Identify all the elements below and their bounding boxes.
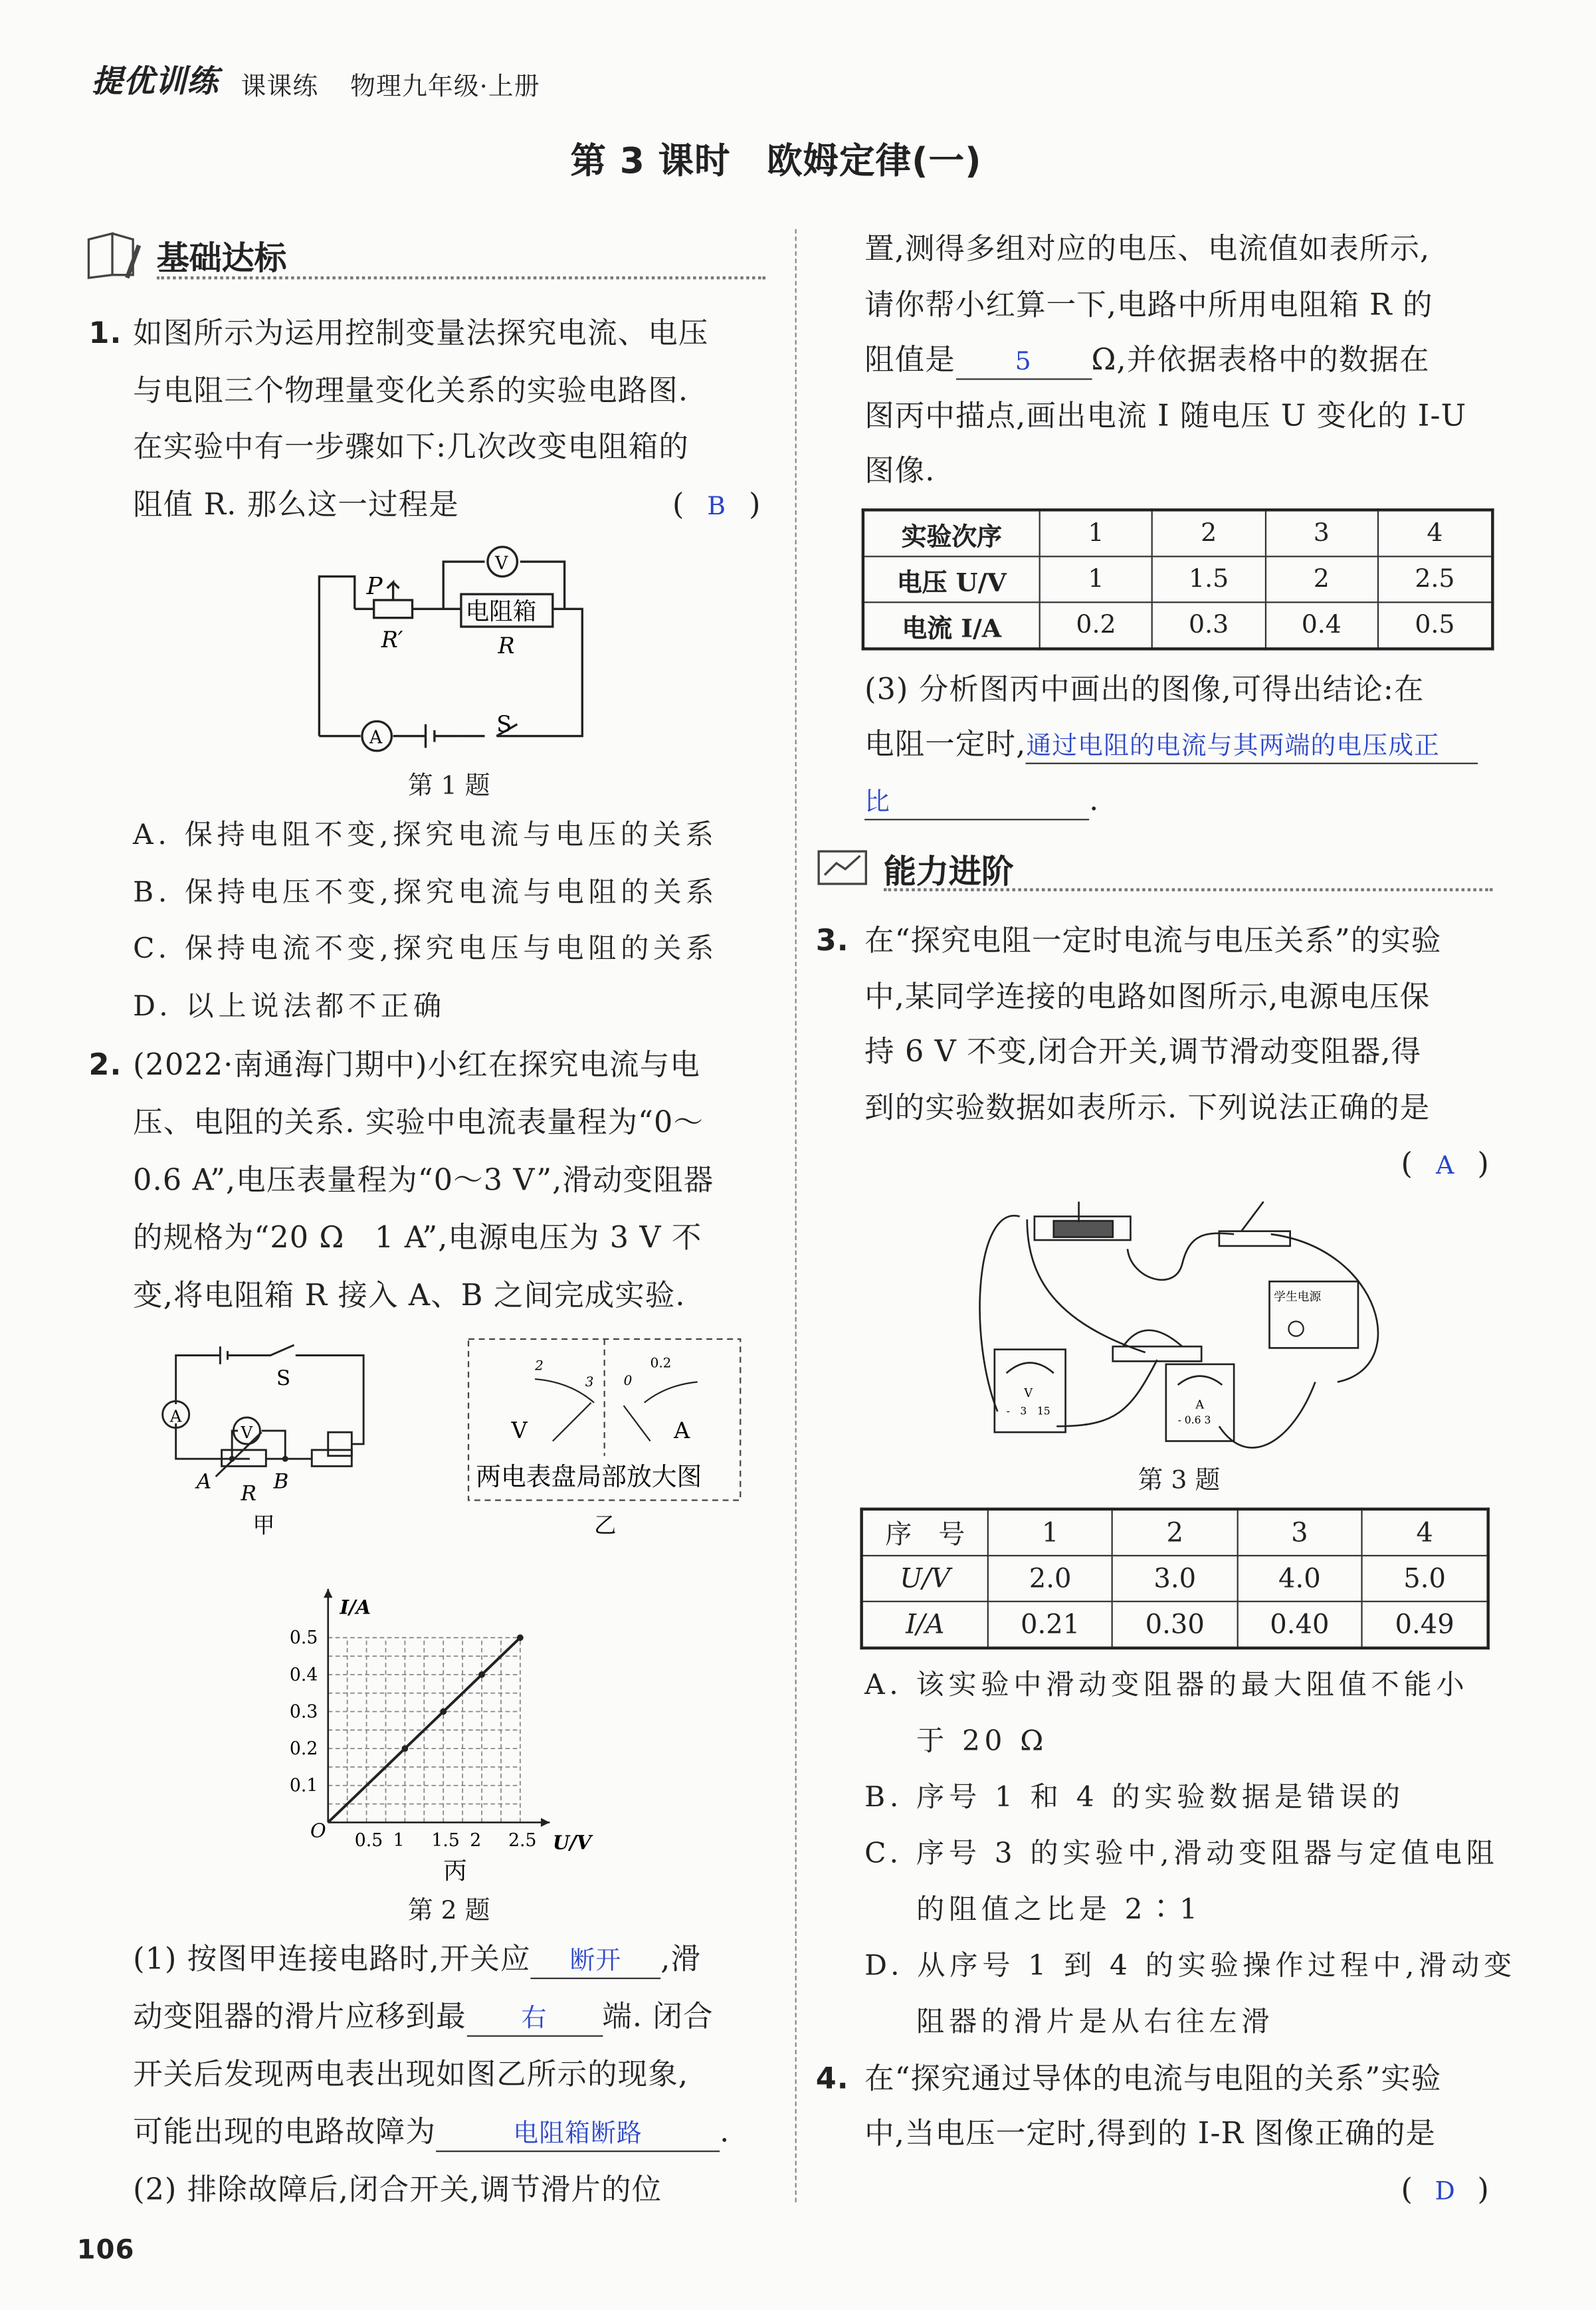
x-tick-label: 2 (470, 1830, 482, 1851)
q2-p1-line: 可能出现的电路故障为 电阻箱断路 . (133, 2112, 730, 2152)
data-point (478, 1671, 485, 1678)
section-advanced: 能力进阶 (884, 854, 1014, 892)
q3-option-d-cont[interactable]: 阻器的滑片是从右往左滑 (916, 2006, 1274, 2039)
voltmeter-terminals: - 3 15 (1006, 1405, 1050, 1418)
q2-blank-fault[interactable]: 电阻箱断路 (436, 2118, 720, 2152)
series-name: 课课练 (241, 72, 319, 102)
q2-p1-line: 开关后发现两电表出现如图乙所示的现象, (133, 2055, 689, 2092)
q2-p2-line: 请你帮小红算一下,电路中所用电阻箱 R 的 (864, 286, 1433, 322)
ammeter-icon: A (169, 1406, 182, 1426)
section-basic: 基础达标 (156, 241, 287, 278)
q2-blank-conclusion-cont[interactable]: 比 (864, 786, 1089, 820)
data-point (402, 1745, 409, 1752)
q4-answer-paren: ( D ) (1401, 2170, 1490, 2208)
table-cell: 4.0 (1237, 1556, 1362, 1602)
book-name: 物理九年级·上册 (350, 72, 540, 102)
ammeter-label: A (674, 1418, 690, 1444)
chart-board-icon (816, 845, 869, 890)
label-r-prime: R′ (381, 627, 403, 653)
table-cell: 3 (1237, 1509, 1362, 1556)
q1-answer-paren: ( B ) (672, 485, 761, 524)
table-row (862, 1509, 1488, 1556)
q1-option-d[interactable]: D. 以上说法都不正确 (133, 990, 446, 1023)
table-row (863, 556, 1492, 602)
q2-meter-zoom-yi (467, 1338, 742, 1544)
x-axis-arrow (541, 1818, 549, 1827)
voltmeter-icon: V (495, 553, 508, 574)
x-tick-label: 2.5 (508, 1830, 537, 1851)
q2-p2-line: (2) 排除故障后,闭合开关,调节滑片的位 (133, 2171, 662, 2207)
y-axis-arrow (324, 1589, 332, 1598)
table-row (863, 602, 1492, 649)
table-cell: 0.21 (988, 1602, 1113, 1648)
q2-data-table (862, 508, 1494, 651)
q1-line: 阻值 R. 那么这一过程是 (133, 486, 459, 522)
table-cell: 3 (1265, 510, 1378, 556)
q2-line: 0.6 A”,电压表量程为“0～3 V”,滑动变阻器 (133, 1162, 714, 1198)
q2-p1-line: 动变阻器的滑片应移到最 右 端. 闭合 (133, 1997, 713, 2037)
q2-p3-line: 电阻一定时,通过电阻的电流与其两端的电压成正 (864, 724, 1478, 764)
figure-yi-label: 乙 (594, 1512, 617, 1538)
y-tick-label: 0.3 (289, 1701, 318, 1723)
section-divider (884, 889, 1492, 891)
q2-blank-resistance[interactable]: 5 (955, 346, 1092, 379)
ammeter-terminals: - 0.6 3 (1177, 1414, 1211, 1426)
table-cell: 2 (1265, 556, 1378, 602)
data-point (517, 1634, 524, 1641)
q3-number: 3. (815, 922, 849, 958)
data-point (440, 1709, 447, 1715)
label-p: P (366, 573, 383, 601)
q2-iu-graph (281, 1582, 621, 1892)
table-cell: 0.40 (1237, 1602, 1362, 1648)
v-tick-2: 2 (535, 1357, 544, 1374)
meter-zoom-caption: 两电表盘局部放大图 (476, 1462, 702, 1492)
table-row (863, 510, 1492, 556)
q2-p1-line: (1) 按图甲连接电路时,开关应 断开 ,滑 (133, 1939, 701, 1979)
table-cell: 2.5 (1378, 556, 1493, 602)
q1-circuit-diagram (296, 547, 606, 761)
q3-line: 在“探究电阻一定时电流与电压关系”的实验 (864, 922, 1442, 958)
table-cell: 序 号 (862, 1509, 988, 1556)
table-cell: I/A (862, 1602, 988, 1648)
y-axis-label: I/A (340, 1596, 371, 1619)
q2-line: 压、电阻的关系. 实验中电流表量程为“0～ (133, 1104, 704, 1140)
voltmeter-label: V (511, 1418, 528, 1444)
x-tick-label: 1.5 (431, 1830, 460, 1851)
table-cell: 4 (1378, 510, 1493, 556)
q2-p3-line: 比 . (864, 780, 1099, 820)
q3-figure-caption: 第 3 题 (1138, 1466, 1221, 1496)
q1-figure-caption: 第 1 题 (407, 771, 490, 801)
y-tick-label: 0.5 (289, 1628, 318, 1649)
table-cell: 1 (1040, 510, 1153, 556)
label-r: R (498, 633, 515, 659)
ammeter-label: A (1195, 1398, 1205, 1412)
table-cell: 4 (1362, 1509, 1488, 1556)
q1-line: 与电阻三个物理量变化关系的实验电路图. (133, 372, 689, 408)
q2-line: 的规格为“20 Ω 1 A”,电源电压为 3 V 不 (133, 1219, 702, 1255)
q2-p2-line: 置,测得多组对应的电压、电流值如表所示, (864, 230, 1431, 266)
resistor-r-label: R (241, 1481, 256, 1506)
point-b-label: B (273, 1469, 289, 1494)
q3-apparatus-drawing (968, 1190, 1397, 1455)
y-tick-label: 0.2 (289, 1738, 318, 1760)
table-cell: 电流 I/A (863, 602, 1040, 649)
brand-logo: 提优训练 (91, 63, 219, 100)
table-cell: 0.5 (1378, 602, 1493, 649)
page-title: 第 3 课时 欧姆定律(一) (570, 140, 982, 182)
q1-option-b[interactable]: B. 保持电压不变,探究电流与电阻的关系 (133, 876, 719, 909)
q4-number: 4. (815, 2060, 849, 2096)
x-tick-label: 1 (393, 1830, 405, 1851)
q3-answer-paren: ( A ) (1401, 1144, 1490, 1182)
x-tick-label: 0.5 (354, 1830, 383, 1851)
table-cell: 2 (1112, 1509, 1237, 1556)
q2-p3-line: (3) 分析图丙中画出的图像,可得出结论:在 (864, 671, 1425, 707)
origin-label: O (310, 1819, 326, 1842)
v-tick-3: 3 (585, 1374, 594, 1390)
q1-line: 在实验中有一步骤如下:几次改变电阻箱的 (133, 428, 689, 465)
q1-answer: B (707, 492, 727, 522)
power-supply-label: 学生电源 (1274, 1290, 1322, 1305)
x-axis-label: U/V (552, 1831, 592, 1854)
q2-line: 变,将电阻箱 R 接入 A、B 之间完成实验. (133, 1277, 686, 1313)
q2-p2-line: 图像. (864, 452, 936, 488)
table-row (862, 1602, 1488, 1648)
switch-label: S (496, 710, 512, 737)
column-divider (795, 229, 797, 2202)
table-cell: 5.0 (1362, 1556, 1488, 1602)
label-resistance-box: 电阻箱 (465, 597, 537, 625)
y-tick-label: 0.1 (289, 1775, 318, 1796)
voltmeter-icon: V (241, 1423, 253, 1443)
q2-figure-caption: 第 2 题 (407, 1896, 490, 1927)
q4-answer: D (1435, 2177, 1456, 2207)
book-pen-icon (86, 231, 151, 281)
q2-p2-line: 阻值是 5 Ω,并依据表格中的数据在 (864, 340, 1430, 380)
table-cell: 1 (988, 1509, 1113, 1556)
q3-answer: A (1436, 1151, 1455, 1182)
table-cell: 0.3 (1152, 602, 1265, 649)
q3-option-a[interactable]: A. 该实验中滑动变阻器的最大阻值不能小 (864, 1669, 1469, 1701)
table-row (862, 1556, 1488, 1602)
q3-option-c-cont[interactable]: 的阻值之比是 2∶1 (916, 1893, 1202, 1927)
a-tick-0: 0 (623, 1372, 633, 1388)
figure-bing-label: 丙 (443, 1857, 467, 1885)
ammeter-icon: A (369, 727, 383, 748)
q3-data-table (860, 1508, 1489, 1650)
q2-blank-switch[interactable]: 断开 (531, 1945, 661, 1979)
figure-jia-label: 甲 (252, 1512, 275, 1538)
q3-line: 到的实验数据如表所示. 下列说法正确的是 (864, 1089, 1431, 1125)
q3-option-c[interactable]: C. 序号 3 的实验中,滑动变阻器与定值电阻 (864, 1837, 1499, 1870)
table-cell: 0.49 (1362, 1602, 1488, 1648)
point-a-label: A (196, 1469, 212, 1494)
a-tick-02: 0.2 (650, 1354, 672, 1371)
table-cell: 3.0 (1112, 1556, 1237, 1602)
table-cell: 实验次序 (863, 510, 1040, 556)
q4-line: 中,当电压一定时,得到的 I-R 图像正确的是 (864, 2115, 1437, 2151)
table-cell: 1 (1040, 556, 1153, 602)
q2-blank-conclusion[interactable]: 通过电阻的电流与其两端的电压成正 (1026, 730, 1478, 764)
q1-line: 如图所示为运用控制变量法探究电流、电压 (133, 314, 709, 351)
q1-option-a[interactable]: A. 保持电阻不变,探究电流与电压的关系 (133, 819, 718, 852)
q3-line: 持 6 V 不变,闭合开关,调节滑动变阻器,得 (864, 1033, 1422, 1069)
q2-blank-slider[interactable]: 右 (466, 2003, 603, 2037)
q2-circuit-jia (155, 1338, 377, 1544)
table-cell: 电压 U/V (863, 556, 1040, 602)
q3-option-a-cont[interactable]: 于 20 Ω (916, 1725, 1048, 1758)
switch-label: S (276, 1366, 291, 1390)
table-cell: U/V (862, 1556, 988, 1602)
table-cell: 0.4 (1265, 602, 1378, 649)
page-number: 106 (76, 2234, 135, 2266)
table-cell: 2 (1152, 510, 1265, 556)
table-cell: 1.5 (1152, 556, 1265, 602)
q1-option-c[interactable]: C. 保持电流不变,探究电压与电阻的关系 (133, 932, 718, 966)
table-cell: 0.30 (1112, 1602, 1237, 1648)
section-divider (157, 276, 765, 279)
q4-line: 在“探究通过导体的电流与电阻的关系”实验 (864, 2060, 1442, 2096)
table-cell: 0.2 (1040, 602, 1153, 649)
q3-line: 中,某同学连接的电路如图所示,电源电压保 (864, 978, 1431, 1014)
q2-line: (2022·南通海门期中)小红在探究电流与电 (133, 1046, 700, 1083)
voltmeter-label: V (1024, 1386, 1033, 1400)
q3-option-d[interactable]: D. 从序号 1 到 4 的实验操作过程中,滑动变 (864, 1949, 1516, 1982)
y-tick-label: 0.4 (289, 1664, 318, 1685)
knob-icon (1288, 1321, 1303, 1336)
q3-option-b[interactable]: B. 序号 1 和 4 的实验数据是错误的 (864, 1781, 1405, 1814)
q1-number: 1. (88, 314, 122, 351)
q2-number: 2. (88, 1046, 122, 1083)
table-cell: 2.0 (988, 1556, 1113, 1602)
q2-p2-line: 图丙中描点,画出电流 I 随电压 U 变化的 I-U (864, 397, 1467, 433)
